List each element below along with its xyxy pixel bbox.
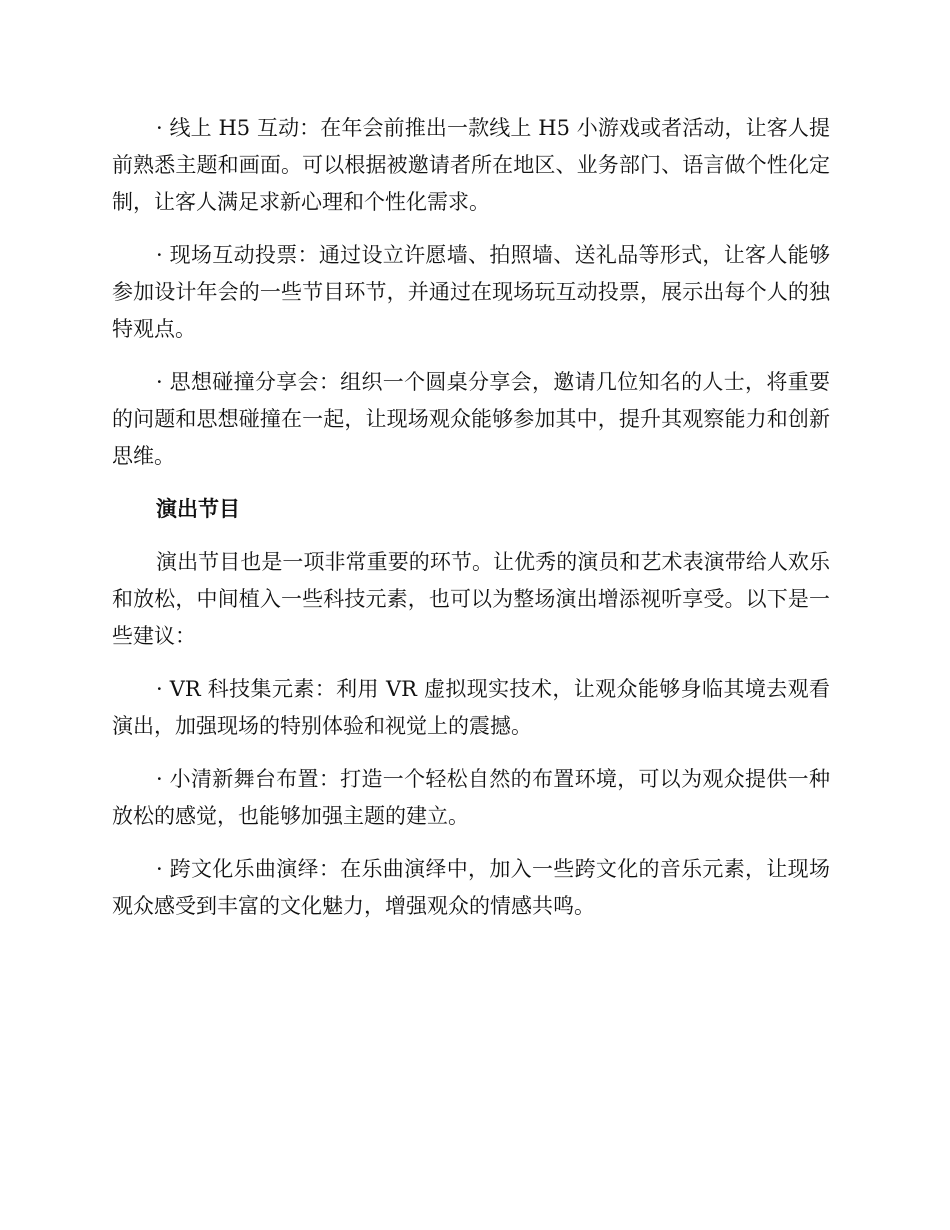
bullet-idea-sharing: · 思想碰撞分享会：组织一个圆桌分享会，邀请几位知名的人士，将重要的问题和思想碰撞在一起，让现场观众能够参加其中，提升其观察能力和创新思维。 (112, 370, 830, 468)
document-body (112, 110, 830, 925)
bullet-crosscultural-music: · 跨文化乐曲演绎：在乐曲演绎中，加入一些跨文化的音乐元素，让现场观众感受到丰富的文化魅力，增强观众的情感共鸣。 (112, 857, 830, 918)
bullet-h5-interaction: · 线上 H5 互动：在年会前推出一款线上 H5 小游戏或者活动，让客人提前熟悉主题和画面。可以根据被邀请者所在地区、业务部门、语言做个性化定制，让客人满足求新心理和个性化需求。 (112, 116, 830, 214)
bullet-vr-elements: · VR 科技集元素：利用 VR 虚拟现实技术，让观众能够身临其境去观看演出，加强现场的特别体验和视觉上的震撼。 (112, 677, 830, 738)
bullet-fresh-stage: · 小清新舞台布置：打造一个轻松自然的布置环境，可以为观众提供一种放松的感觉，也能够加强主题的建立。 (112, 767, 830, 828)
bullet-onsite-voting: · 现场互动投票：通过设立许愿墙、拍照墙、送礼品等形式，让客人能够参加设计年会的一些节目环节，并通过在现场玩互动投票，展示出每个人的独特观点。 (112, 243, 830, 341)
section-heading-performances: 演出节目 (156, 497, 240, 521)
performances-intro: 演出节目也是一项非常重要的环节。让优秀的演员和艺术表演带给人欢乐和放松，中间植入一些科技元素，也可以为整场演出增添视听享受。以下是一些建议： (112, 550, 830, 648)
